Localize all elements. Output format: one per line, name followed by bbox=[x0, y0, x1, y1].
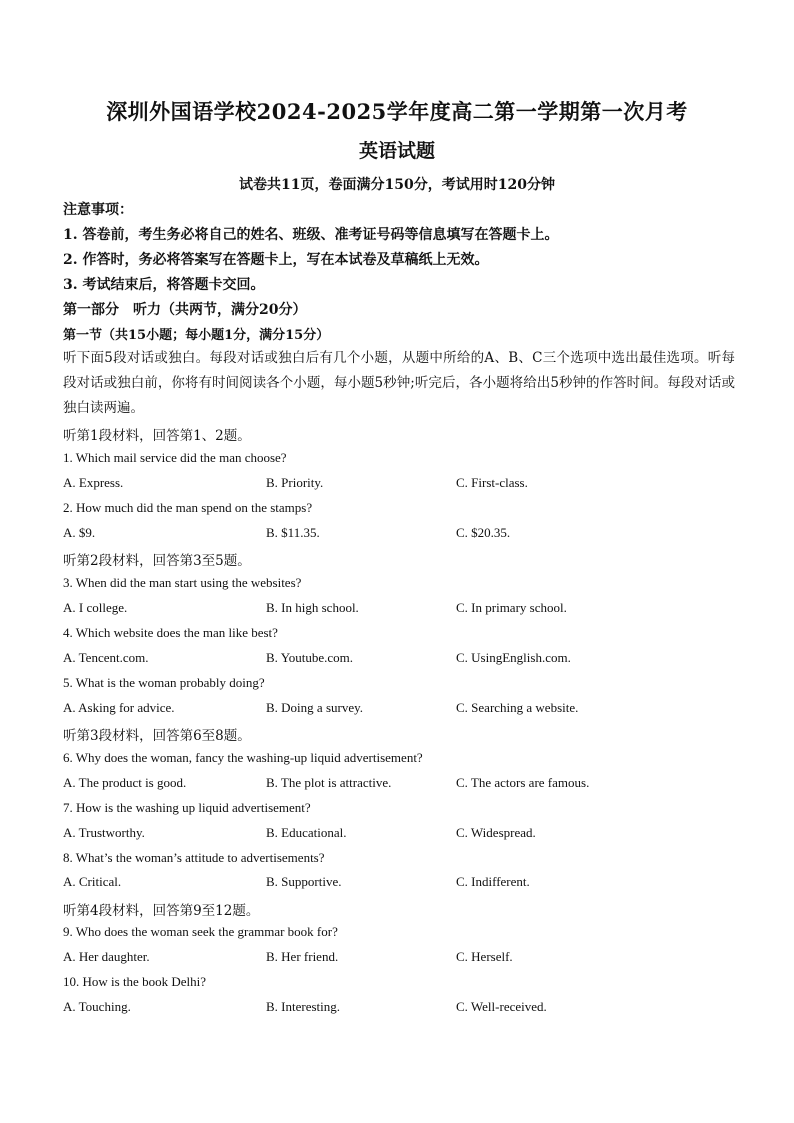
option-b: B. Her friend. bbox=[266, 949, 339, 964]
option-a: A. Her daughter. bbox=[63, 949, 150, 964]
question-text: 5. What is the woman probably doing? bbox=[63, 675, 265, 690]
option-b: B. The plot is attractive. bbox=[266, 775, 392, 790]
question-text: 9. Who does the woman seek the grammar book for? bbox=[63, 924, 338, 939]
note-item: 2. 作答时，务必将答案写在答题卡上，写在本试卷及草稿纸上无效。 bbox=[63, 252, 489, 268]
option-c: C. Well-received. bbox=[456, 999, 547, 1014]
option-a: A. $9. bbox=[63, 525, 96, 540]
option-b: B. Priority. bbox=[266, 475, 324, 490]
material-label: 听第2段材料，回答第3至5题。 bbox=[63, 553, 251, 569]
option-c: C. $20.35. bbox=[456, 525, 511, 540]
option-c: C. Indifferent. bbox=[456, 874, 530, 889]
option-a: A. Tencent.com. bbox=[63, 650, 149, 665]
question-text: 8. What’s the woman’s attitude to advertisements? bbox=[63, 850, 325, 865]
option-c: C. Searching a website. bbox=[456, 700, 579, 715]
section-heading: 第一节（共15小题；每小题1分，满分15分） bbox=[63, 328, 330, 343]
option-a: A. Trustworthy. bbox=[63, 825, 145, 840]
option-a: A. Touching. bbox=[63, 999, 131, 1014]
option-a: A. The product is good. bbox=[63, 775, 187, 790]
question-text: 3. When did the man start using the websites? bbox=[63, 575, 302, 590]
exam-title: 深圳外国语学校2024-2025学年度高二第一学期第一次月考 bbox=[106, 99, 688, 124]
option-c: C. UsingEnglish.com. bbox=[456, 650, 571, 665]
option-b: B. Interesting. bbox=[266, 999, 341, 1014]
option-b: B. $11.35. bbox=[266, 525, 320, 540]
option-b: B. In high school. bbox=[266, 600, 359, 615]
listening-instructions: 听下面5段对话或独白。每段对话或独白后有几个小题，从题中所给的A、B、C三个选项中选出最佳选项。听每段对话或独白前，你将有时间阅读各个小题，每小题5秒钟;听完后，各小题将给出5秒钟的作答时间。每段对话或独白读两遍。 bbox=[63, 350, 735, 416]
option-b: B. Youtube.com. bbox=[266, 650, 354, 665]
option-a: A. Asking for advice. bbox=[63, 700, 175, 715]
option-b: B. Educational. bbox=[266, 825, 347, 840]
exam-subtitle: 英语试题 bbox=[358, 140, 435, 162]
question-text: 6. Why does the woman, fancy the washing-up liquid advertisement? bbox=[63, 750, 423, 765]
notes-heading: 注意事项： bbox=[63, 202, 133, 218]
option-b: B. Supportive. bbox=[266, 874, 342, 889]
option-a: A. I college. bbox=[63, 600, 128, 615]
note-item: 3. 考试结束后，将答题卡交回。 bbox=[63, 277, 265, 293]
option-c: C. First-class. bbox=[456, 475, 528, 490]
option-a: A. Express. bbox=[63, 475, 124, 490]
material-label: 听第4段材料，回答第9至12题。 bbox=[63, 903, 260, 919]
question-text: 10. How is the book Delhi? bbox=[63, 974, 206, 989]
note-item: 1. 答卷前，考生务必将自己的姓名、班级、准考证号码等信息填写在答题卡上。 bbox=[63, 227, 559, 243]
option-a: A. Critical. bbox=[63, 874, 122, 889]
material-label: 听第3段材料，回答第6至8题。 bbox=[63, 728, 251, 744]
part-heading: 第一部分 听力（共两节，满分20分） bbox=[63, 302, 307, 318]
option-c: C. Herself. bbox=[456, 949, 513, 964]
option-c: C. The actors are famous. bbox=[456, 775, 590, 790]
question-text: 1. Which mail service did the man choose? bbox=[63, 450, 287, 465]
option-b: B. Doing a survey. bbox=[266, 700, 364, 715]
option-c: C. In primary school. bbox=[456, 600, 567, 615]
question-text: 7. How is the washing up liquid advertisement? bbox=[63, 800, 311, 815]
option-c: C. Widespread. bbox=[456, 825, 536, 840]
exam-info: 试卷共11页，卷面满分150分，考试用时120分钟 bbox=[239, 177, 555, 193]
question-text: 4. Which website does the man like best? bbox=[63, 625, 278, 640]
question-text: 2. How much did the man spend on the stamps? bbox=[63, 500, 313, 515]
material-label: 听第1段材料，回答第1、2题。 bbox=[63, 428, 251, 444]
